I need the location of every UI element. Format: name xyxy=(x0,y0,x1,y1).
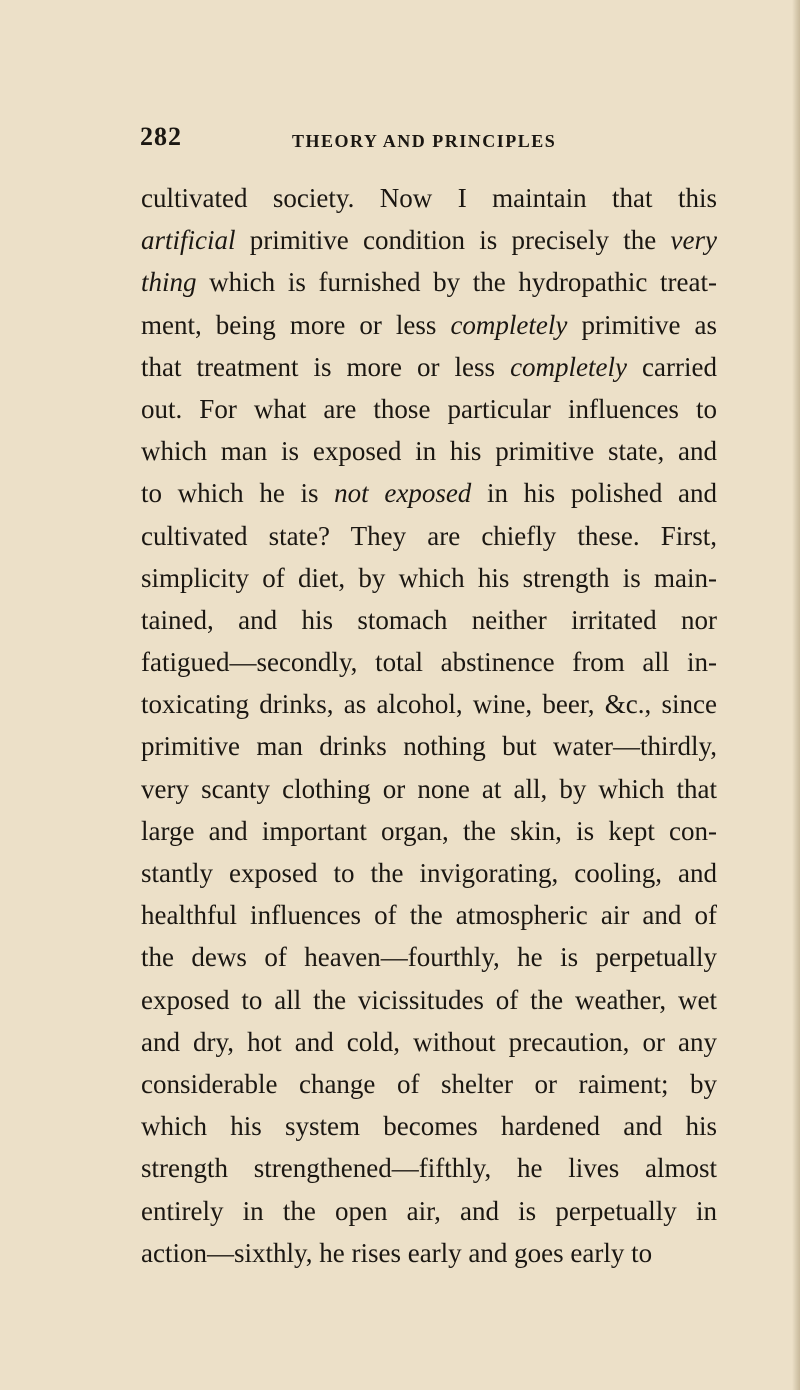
text-line xyxy=(141,852,717,894)
text-segment: large and important organ, the skin, is kept con- xyxy=(141,815,717,846)
text-segment: primitive as xyxy=(567,309,717,340)
text-line xyxy=(141,1232,717,1274)
text-line xyxy=(141,472,717,514)
text-line xyxy=(141,515,717,557)
text-line xyxy=(141,936,717,978)
text-line xyxy=(141,641,717,683)
text-line xyxy=(141,1021,717,1063)
text-segment: in his polished and xyxy=(471,478,717,509)
text-segment: the dews of heaven—fourthly, he is perpetually xyxy=(141,942,717,973)
text-line xyxy=(141,894,717,936)
text-segment: primitive condition is precisely the xyxy=(235,225,671,256)
text-line xyxy=(141,725,717,767)
italic-phrase: completely xyxy=(450,309,568,340)
text-segment: to which he is xyxy=(141,478,335,509)
text-segment: toxicating drinks, as alcohol, wine, beer, &c., since xyxy=(141,689,717,720)
page-header xyxy=(140,122,740,162)
text-segment: cultivated state? They are chiefly these. First, xyxy=(141,520,717,551)
text-segment: considerable change of shelter or raiment; by xyxy=(141,1068,717,1099)
text-line xyxy=(141,346,717,388)
text-segment: that treatment is more or less xyxy=(141,351,511,382)
text-segment: very scanty clothing or none at all, by which that xyxy=(141,773,717,804)
text-segment: stantly exposed to the invigorating, cooling, and xyxy=(141,858,717,888)
text-line xyxy=(141,979,717,1021)
italic-phrase: very xyxy=(670,225,717,256)
text-segment: out. For what are those particular influences to xyxy=(141,393,717,424)
text-segment: healthful influences of the atmospheric air and of xyxy=(141,900,717,931)
text-line xyxy=(141,1190,717,1232)
body-text xyxy=(141,177,717,1274)
text-segment: and dry, hot and cold, without precaution, or any xyxy=(141,1026,717,1057)
italic-phrase: artificial xyxy=(141,225,236,256)
text-segment: simplicity of diet, by which his strength is main- xyxy=(141,562,717,593)
text-segment: tained, and his stomach neither irritated nor xyxy=(141,604,717,635)
text-line xyxy=(141,388,717,430)
text-line xyxy=(141,1105,717,1147)
text-line xyxy=(141,430,717,472)
text-segment: action—sixthly, he rises early and goes early to xyxy=(141,1237,653,1268)
italic-phrase: completely xyxy=(510,351,628,382)
text-line xyxy=(141,810,717,852)
text-segment: which is furnished by the hydropathic treat- xyxy=(196,267,717,298)
running-head: THEORY AND PRINCIPLES xyxy=(292,131,557,151)
text-segment: entirely in the open air, and is perpetually in xyxy=(141,1195,717,1226)
text-segment: primitive man drinks nothing but water—thirdly, xyxy=(141,731,717,762)
text-line xyxy=(141,768,717,810)
page-number: 282 xyxy=(140,122,182,151)
text-line xyxy=(141,683,717,725)
text-segment: ment, being more or less xyxy=(141,309,451,340)
text-segment: carried xyxy=(627,351,717,382)
text-line xyxy=(141,599,717,641)
text-line xyxy=(141,1147,717,1189)
page-edge-shadow xyxy=(792,0,800,1390)
text-segment: strength strengthened—fifthly, he lives almost xyxy=(141,1153,717,1184)
italic-phrase: thing xyxy=(141,267,197,298)
text-line xyxy=(141,177,717,219)
text-line xyxy=(141,557,717,599)
text-line xyxy=(141,1063,717,1105)
text-line xyxy=(141,304,717,346)
text-segment: cultivated society. Now I maintain that this xyxy=(141,183,717,213)
italic-phrase: not exposed xyxy=(334,478,472,509)
text-line xyxy=(141,219,717,261)
text-segment: which man is exposed in his primitive state, and xyxy=(141,436,717,467)
text-segment: fatigued—secondly, total abstinence from all in- xyxy=(141,647,717,678)
text-line xyxy=(141,261,717,303)
text-segment: which his system becomes hardened and his xyxy=(141,1111,717,1142)
text-segment: exposed to all the vicissitudes of the weather, wet xyxy=(141,984,717,1015)
